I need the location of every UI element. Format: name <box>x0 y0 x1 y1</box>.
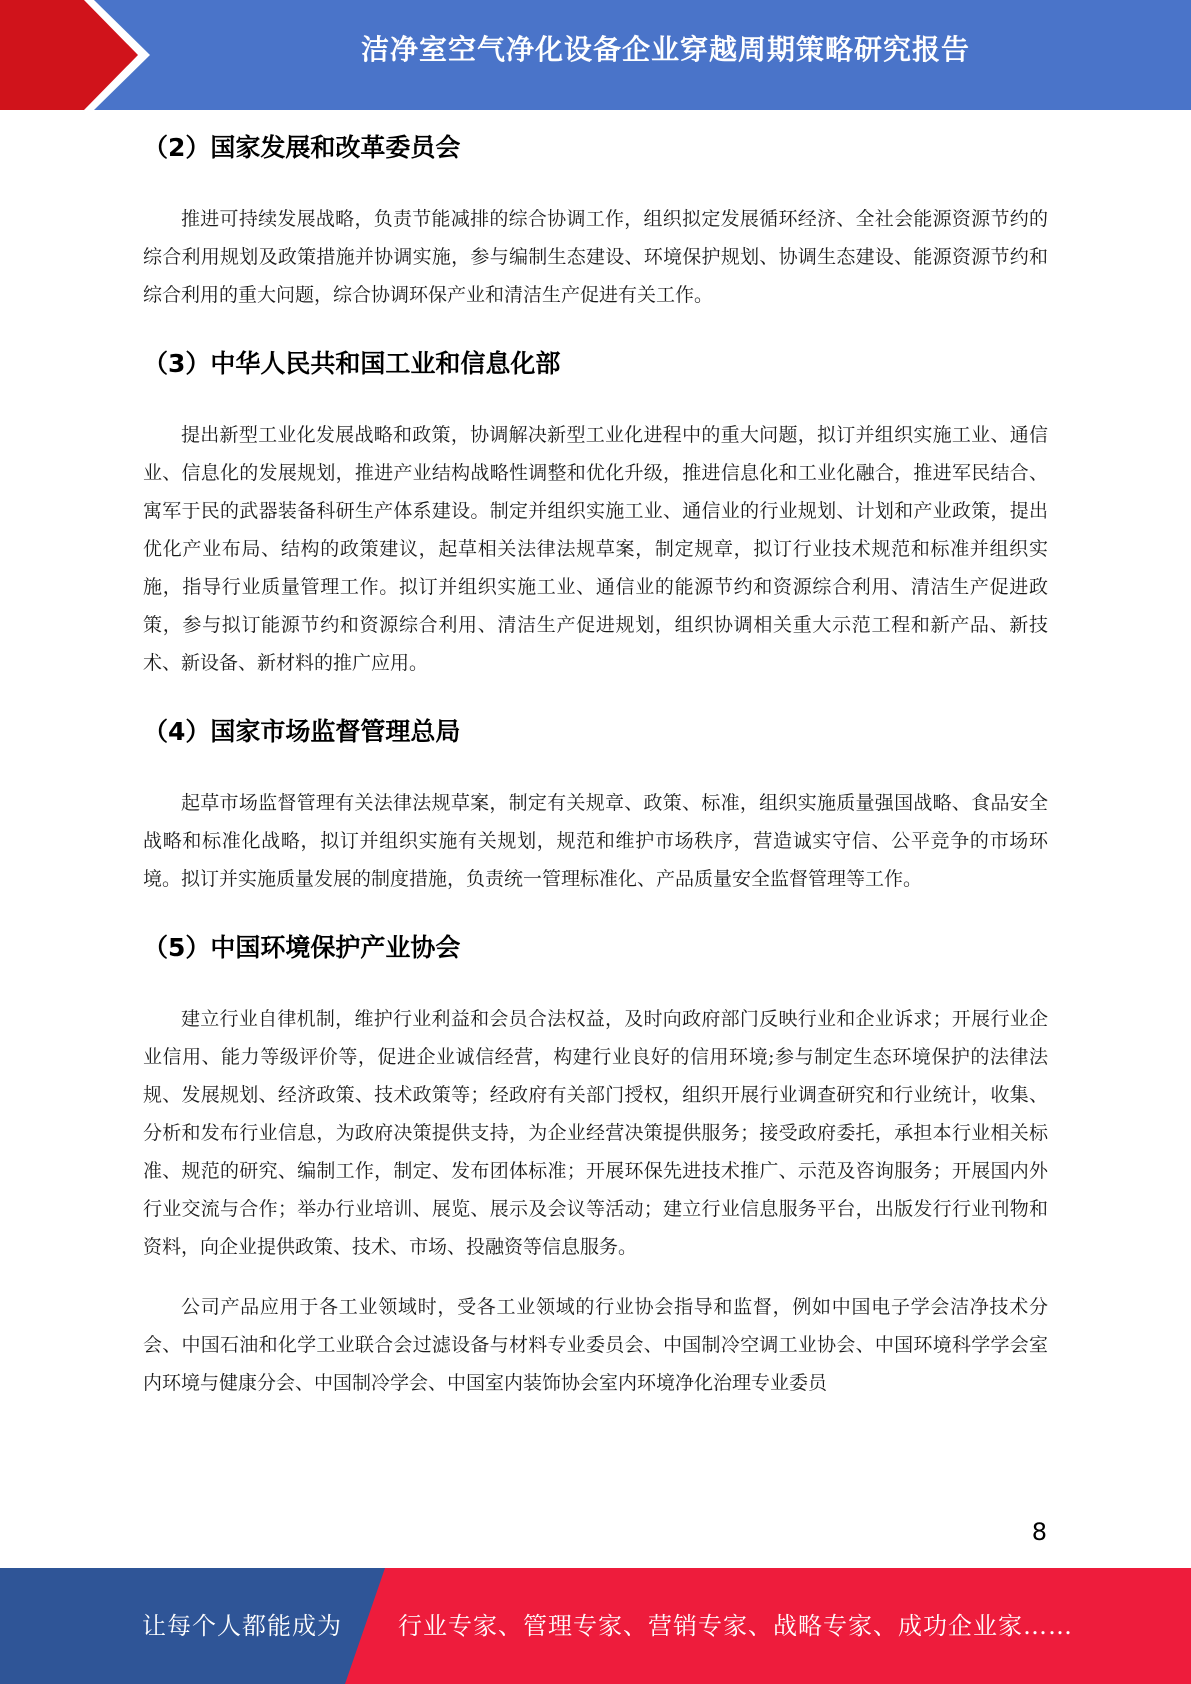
page-footer <box>0 1568 1191 1684</box>
page-number: 8 <box>1031 1518 1047 1546</box>
closing-paragraph: 公司产品应用于各工业领域时，受各工业领域的行业协会指导和监督，例如中国电子学会洁净技术分会、中国石油和化学工业联合会过滤设备与材料专业委员会、中国制冷空调工业协会、中国环境科学学会室内环境与健康分会、中国制冷学会、中国室内装饰协会室内环境净化治理专业委员 <box>143 1296 1048 1394</box>
section-paragraph-miit: 提出新型工业化发展战略和政策，协调解决新型工业化进程中的重大问题，拟订并组织实施工业、通信业、信息化的发展规划，推进产业结构战略性调整和优化升级，推进信息化和工业化融合，推进军民结合、寓军于民的武器装备科研生产体系建设。制定并组织实施工业、通信业的行业规划、计划和产业政策，提出优化产业布局、结构的政策建议，起草相关法律法规草案，制定规章，拟订行业技术规范和标准并组织实施，指导行业质量管理工作。拟订并组织实施工业、通信业的能源节约和资源综合利用、清洁生产促进政策，参与拟订能源节约和资源综合利用、清洁生产促进规划，组织协调相关重大示范工程和新产品、新技术、新设备、新材料的推广应用。 <box>143 424 1048 674</box>
section-title-samr: （4）国家市场监督管理总局 <box>143 717 461 746</box>
section-paragraph-samr: 起草市场监督管理有关法律法规草案，制定有关规章、政策、标准，组织实施质量强国战略、食品安全战略和标准化战略，拟订并组织实施有关规划，规范和维护市场秩序，营造诚实守信、公平竞争的市场环境。拟订并实施质量发展的制度措施，负责统一管理标准化、产品质量安全监督管理等工作。 <box>143 792 1048 890</box>
main-content <box>143 122 1048 1402</box>
page-header <box>0 0 1191 110</box>
chevron-right-icon <box>0 0 160 110</box>
section-paragraph-caepi: 建立行业自律机制，维护行业利益和会员合法权益，及时向政府部门反映行业和企业诉求；开展行业企业信用、能力等级评价等，促进企业诚信经营，构建行业良好的信用环境;参与制定生态环境保护的法律法规、发展规划、经济政策、技术政策等；经政府有关部门授权，组织开展行业调查研究和行业统计，收集、分析和发布行业信息，为政府决策提供支持，为企业经营决策提供服务；接受政府委托，承担本行业相关标准、规范的研究、编制工作，制定、发布团体标准；开展环保先进技术推广、示范及咨询服务；开展国内外行业交流与合作；举办行业培训、展览、展示及会议等活动；建立行业信息服务平台，出版发行行业刊物和资料，向企业提供政策、技术、市场、投融资等信息服务。 <box>143 1008 1048 1258</box>
section-title-ndrc: （2）国家发展和改革委员会 <box>143 133 461 162</box>
report-title: 洁净室空气净化设备企业穿越周期策略研究报告 <box>360 33 970 66</box>
footer-slogan-left: 让每个人都能成为 <box>142 1612 342 1640</box>
section-paragraph-ndrc: 推进可持续发展战略，负责节能减排的综合协调工作，组织拟定发展循环经济、全社会能源资源节约的综合利用规划及政策措施并协调实施，参与编制生态建设、环境保护规划、协调生态建设、能源资源节约和综合利用的重大问题，综合协调环保产业和清洁生产促进有关工作。 <box>143 208 1048 306</box>
section-title-caepi: （5）中国环境保护产业协会 <box>143 933 461 962</box>
section-title-miit: （3）中华人民共和国工业和信息化部 <box>143 349 561 378</box>
footer-slogan-right: 行业专家、管理专家、营销专家、战略专家、成功企业家…… <box>398 1612 1073 1640</box>
